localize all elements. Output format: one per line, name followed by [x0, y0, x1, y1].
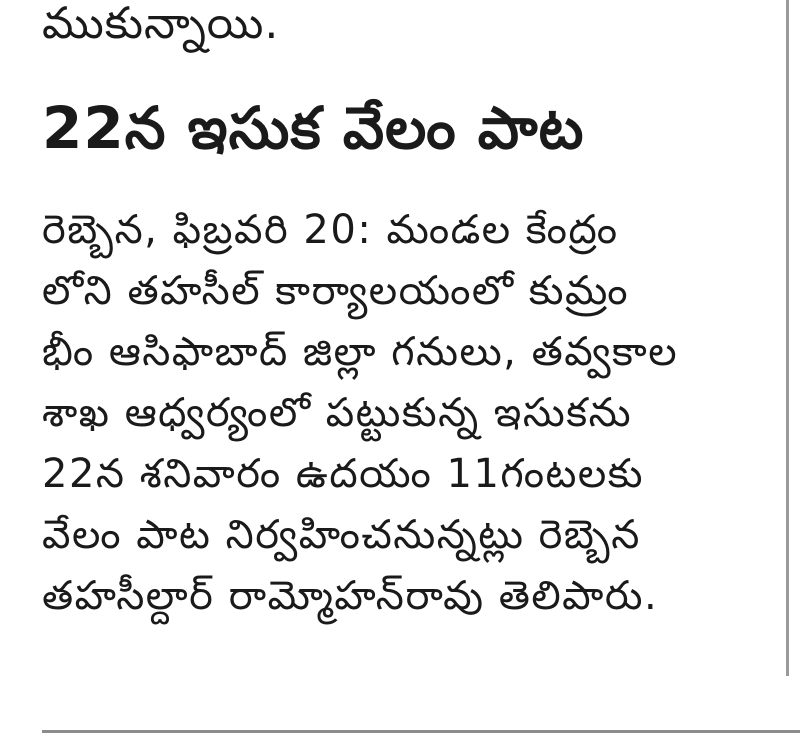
body-line: వేలం పాట నిర్వహించనున్నట్లు రెబ్బెన: [42, 512, 641, 558]
body-line: తహసీల్దార్ రామ్మోహన్‌రావు తెలిపారు.: [42, 573, 659, 619]
body-line: 22న శనివారం ఉదయం 11గంటలకు: [42, 451, 644, 497]
article-body: [42, 200, 762, 627]
body-line: భీం ఆసిఫాబాద్ జిల్లా గనులు, తవ్వకాల: [42, 329, 679, 375]
bottom-divider: [42, 730, 800, 733]
previous-article-tail: ముకున్నాయి.: [42, 0, 280, 49]
body-line: శాఖ ఆధ్వర్యంలో పట్టుకున్న ఇసుకను: [42, 390, 633, 436]
article-headline: 22న ఇసుక వేలం పాట: [42, 94, 585, 162]
column-divider: [786, 0, 789, 676]
body-line: రెబ్బెన, ఫిబ్రవరి 20: మండల కేంద్రం: [42, 207, 619, 253]
body-line: లోని తహసీల్ కార్యాలయంలో కుమ్రం: [42, 268, 630, 314]
